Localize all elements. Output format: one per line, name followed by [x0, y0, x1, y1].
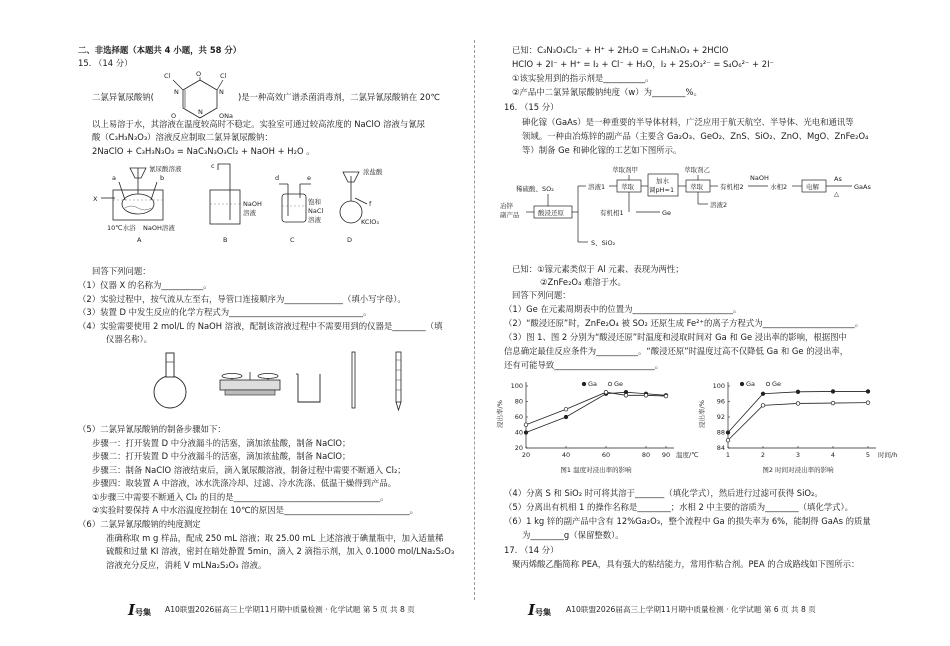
x-tick-label: 4 — [830, 451, 836, 459]
x-tick-label: 5 — [865, 451, 871, 459]
q16-number: 16. — [504, 102, 518, 112]
flow-ext-b: 萃取剂乙 — [684, 166, 710, 174]
series-line-ga — [526, 392, 666, 432]
q17-intro: 聚丙烯酸乙酯简称 PEA，具有强大的粘结能力，常用作粘合剂。PEA 的合成路线如下图所示： — [512, 559, 860, 569]
dichloroisocyanurate-structure — [155, 66, 245, 124]
struct-cl-right: Cl — [220, 72, 227, 80]
data-point-ga — [831, 390, 835, 394]
data-point-ga — [866, 390, 870, 394]
y-tick-label: 84 — [716, 444, 725, 452]
x-tick-label: 3 — [795, 451, 801, 459]
legend-marker-ga — [582, 382, 586, 386]
q17-score: （14 分） — [520, 545, 559, 555]
x-tick-label: 2 — [760, 451, 766, 459]
label-water-bath: 10℃水浴 — [107, 224, 136, 232]
data-point-ge — [761, 404, 765, 408]
data-point-ga — [726, 431, 730, 435]
series-line-ge — [728, 403, 868, 441]
legend-label-ga: Ga — [746, 380, 756, 388]
legend-label-ge: Ge — [772, 380, 782, 388]
x-tick-label: 40 — [561, 451, 571, 459]
beaker-icon — [296, 374, 320, 402]
q16-header — [504, 102, 558, 114]
q6-1: ①该实验用到的指示剂是__________。 — [512, 73, 654, 83]
flow-leach: 酸浸还原 — [538, 209, 564, 217]
q15-step3: 步骤三：制备 NaClO 溶液结束后，滴入氰尿酸溶液，制备过程中需要不断通入 Cl₂； — [92, 465, 406, 475]
logo-left — [128, 600, 151, 621]
data-point-ge — [796, 402, 800, 406]
data-point-ga — [564, 415, 568, 419]
q16-intro-3: 等）制备 Ge 和砷化镓的工艺如下图所示。 — [522, 145, 682, 155]
x-tick-label: 90 — [661, 451, 671, 459]
label-apparatus-d: D — [347, 236, 353, 244]
y-tick-label: 96 — [716, 397, 725, 406]
data-point-ge — [564, 407, 568, 411]
flow-naoh: NaOH — [750, 174, 769, 182]
label-c: c — [211, 162, 215, 170]
q17-header — [504, 545, 558, 557]
label-naoh-b: NaOH — [243, 200, 262, 208]
label-cyanuric-funnel: 氰尿酸溶液 — [149, 165, 182, 173]
label-sol-c: 溶液 — [308, 216, 321, 224]
apparatus-d — [340, 172, 367, 223]
struct-ona: ONa — [219, 112, 233, 120]
flow-as: As — [834, 175, 842, 183]
q15-sub1: （1）仪器 X 的名称为__________。 — [78, 280, 212, 290]
label-sat: 饱和 — [308, 198, 321, 206]
footer-left: A10联盟2026届高三上学期11月期中质量检测 · 化学试题 第 5 页 共 8 页 — [165, 605, 415, 614]
instruments-figure — [140, 350, 440, 412]
flow-ext-a: 萃取剂甲 — [612, 166, 638, 174]
label-x: X — [93, 195, 98, 203]
q16-intro-1: 砷化镓（GaAs）是一种重要的半导体材料，广泛应用于航天航空、半导体、光电和通讯等 — [522, 117, 854, 127]
label-f: f — [369, 200, 372, 208]
label-nacl: NaCl — [308, 207, 324, 215]
apparatus-b — [210, 164, 240, 224]
footer-right: A10联盟2026届高三上学期11月期中质量检测 · 化学试题 第 6 页 共 8 页 — [566, 605, 816, 614]
y-tick-label: 100 — [712, 382, 725, 390]
y-tick-label: 60 — [514, 413, 523, 421]
y-tick-label: 100 — [510, 382, 523, 390]
q15-step1: 步骤一：打开装置 D 中分液漏斗的活塞，滴加浓盐酸，制备 NaClO； — [92, 438, 351, 448]
known-1: 已知：C₃N₃O₃Cl₂⁻ + H⁺ + 2H₂O = C₃H₃N₃O₃ + 2HClO — [512, 45, 729, 55]
q15-step4: 步骤四：取装置 A 中溶液，冰水洗涤冷却、过滤、冷水洗涤、低温干燥得到产品。 — [92, 478, 397, 488]
q15-answer-prompt: 回答下列问题： — [92, 266, 151, 276]
data-point-ge — [866, 401, 870, 405]
x-tick-label: 1 — [725, 451, 731, 459]
flow-ext2: 萃取 — [690, 183, 703, 191]
q15-p6b: 硫酸和过量 KI 溶液，密封在暗处静置 5min，滴入 2 滴指示剂，加入 0.1000 mol/LNa₂S₂O₃ — [106, 546, 455, 556]
q16-sub5: （5）分离出有机相 1 的操作名称是________；水相 2 中主要的溶质为________（填化学式）。 — [504, 502, 854, 512]
q15-sub4b: 仪器名称）。 — [106, 334, 153, 344]
q16-sub3a: （3）图 1、图 2 分别为“酸浸还原”时温度和浸取时间对 Ga 和 Ge 浸出率的影响，根据图中 — [504, 332, 847, 342]
flow-sol1: 溶液1 — [588, 183, 606, 191]
struct-o-top: O — [196, 70, 202, 78]
q15-q5-1: ①步骤三中需要不断通入 Cl₂ 的目的是___________________________________。 — [92, 492, 389, 502]
q16-sub6b: 为________g（保留整数）。 — [522, 530, 624, 540]
q15-q5-2: ②实验时要保持 A 中水浴温度控制在 10℃的原因是______________________________。 — [92, 505, 419, 515]
flow-extract: 萃取 — [621, 183, 634, 191]
apparatus-diagram — [85, 160, 385, 255]
q16-sub3c: 还有可能导致________________________。 — [504, 360, 664, 370]
q15-sub4a: （4）实验需要使用 2 mol/L 的 NaOH 溶液，配制该溶液过程中不需要用到的仪器是________（填 — [78, 321, 443, 331]
y-axis-label: 浸出率/% — [496, 400, 504, 428]
apparatus-c — [279, 184, 311, 222]
struct-cl-left: Cl — [164, 72, 171, 80]
glass-rod-icon — [352, 352, 355, 408]
flow-water2: 水相2 — [770, 183, 788, 191]
y-tick-label: 80 — [514, 397, 523, 406]
x-tick-label: 20 — [521, 451, 531, 459]
q15-intro-4: 酸（C₃H₃N₃O₃）溶液反应制取二氯异氰尿酸钠： — [92, 132, 273, 142]
q15-sub3: （3）装置 D 中发生反应的化学方程式为________________________________。 — [78, 307, 372, 317]
struct-n2: N — [219, 88, 224, 96]
flow-adjust1: 加水 — [656, 177, 669, 185]
data-point-ge — [726, 438, 730, 442]
legend-label-ga: Ga — [588, 380, 598, 388]
struct-o-left: O — [171, 112, 177, 120]
legend-marker-ga — [740, 382, 744, 386]
label-kclo3: KClO₃ — [361, 218, 379, 226]
data-point-ge — [604, 390, 608, 394]
chart-title: 图2 时间对浸出率的影响 — [762, 466, 834, 474]
logo-right-mark: I — [528, 601, 536, 619]
q16-sub6a: （6）1 kg 锌的副产品中含有 12%Ga₂O₃，整个流程中 Ga 的损失率为 6%，能制得 GaAs 的质量 — [504, 516, 871, 526]
label-a: a — [112, 174, 116, 182]
logo-right — [528, 600, 551, 621]
label-b: b — [160, 174, 165, 182]
volumetric-flask-icon — [154, 353, 186, 408]
q16-score: （15 分） — [520, 102, 559, 112]
burette-icon — [396, 352, 401, 410]
q16-sub2: （2）“酸浸还原”时，ZnFe₂O₄ 被 SO₂ 还原生成 Fe²⁺的离子方程式为______________________。 — [504, 318, 864, 328]
q15-step2: 步骤二：打开装置 D 中分液漏斗的活塞，滴加浓盐酸，制备 NaClO； — [92, 451, 351, 461]
q16-sub4: （4）分离 S 和 SiO₂ 时可将其溶于_______（填化学式），然后进行过滤可获得 SiO₂。 — [504, 488, 823, 498]
chart-title: 图1 温度对浸出率的影响 — [560, 466, 632, 474]
legend-marker-ge — [608, 382, 612, 386]
legend-label-ge: Ge — [614, 380, 624, 388]
label-apparatus-b: B — [223, 236, 228, 244]
legend-marker-ge — [766, 382, 770, 386]
label-apparatus-c: C — [290, 236, 295, 244]
q16-answer-prompt: 回答下列问题： — [512, 290, 571, 300]
flow-raw1: 冶锌 — [500, 202, 513, 210]
data-point-ge — [664, 394, 668, 398]
q15-score: （14 分） — [94, 58, 133, 68]
q6-2: ②产品中二氯异氰尿酸钠纯度（w）为________%。 — [512, 87, 702, 97]
logo-left-mark: I — [128, 601, 136, 619]
data-point-ge — [831, 401, 835, 405]
q15-number: 15. — [78, 58, 92, 68]
q16-sub1: （1）Ge 在元素周期表中的位置为________________________。 — [504, 304, 742, 314]
q17-number: 17. — [504, 545, 518, 555]
y-tick-label: 88 — [716, 428, 725, 437]
flow-residue: S、SiO₂ — [591, 239, 616, 247]
flow-ge: Ge — [662, 209, 672, 217]
section-title: 二、非选择题（本题共 4 小题，共 58 分） — [78, 45, 242, 55]
q16-intro-2: 领域。一种由冶炼锌的副产品（主要含 Ga₂O₃、GeO₂、ZnS、SiO₂、ZnO、MgO、ZnFe₂O₄ — [522, 131, 869, 141]
q16-known-b: ②ZnFe₂O₄ 难溶于水。 — [540, 277, 626, 287]
q15-p6a: 准确称取 m g 样品，配成 250 mL 溶液；取 25.00 mL 上述溶液于碘量瓶中，加入适量稀 — [106, 533, 444, 543]
process-flowchart — [496, 160, 936, 255]
balance-icon — [220, 372, 280, 395]
label-apparatus-a: A — [137, 236, 142, 244]
x-tick-label: 60 — [601, 451, 611, 459]
y-tick-label: 20 — [514, 444, 523, 452]
flow-sol2: 溶液2 — [710, 201, 728, 209]
q15-intro-3: 以上易溶于水，其溶液在温度较高时不稳定。实验室可通过较高浓度的 NaClO 溶液与氰尿 — [92, 119, 425, 129]
y-tick-label: 92 — [716, 413, 725, 421]
q15-equation: 2NaClO + C₃H₃N₃O₃ = NaC₃N₃O₃Cl₂ + NaOH + H₂O 。 — [92, 146, 315, 156]
struct-n3: N — [198, 108, 203, 116]
label-e: e — [307, 174, 311, 182]
data-point-ga — [796, 390, 800, 394]
flow-adjust2: 调pH=1 — [649, 186, 675, 194]
logo-right-sub: 号集 — [535, 607, 552, 617]
page-divider — [474, 40, 475, 600]
chart-temperature — [496, 376, 701, 486]
q15-sub5: （5）二氯异氰尿酸钠的制备步骤如下： — [78, 424, 226, 434]
apparatus-a — [101, 168, 163, 220]
data-point-ge — [644, 394, 648, 398]
q15-sub2: （2）实验过程中，按气流从左至右，导管口连接顺序为______________（填小写字母）。 — [78, 294, 406, 304]
data-point-ga — [761, 392, 765, 396]
right-page — [476, 0, 950, 646]
left-page — [0, 0, 474, 646]
flow-acid: 稀硫酸、SO₂ — [516, 185, 554, 193]
q15-p6c: 溶液充分反应，消耗 V mLNa₂S₂O₃ 溶液。 — [106, 560, 267, 570]
flow-org2: 有机相2 — [720, 183, 744, 191]
data-point-ge — [524, 423, 528, 427]
flow-gaas: GaAs — [854, 183, 871, 191]
label-naoh-a: NaOH溶液 — [143, 224, 175, 232]
flow-raw2: 副产品 — [500, 211, 520, 219]
label-d: d — [275, 174, 280, 182]
q15-intro-1: 二氯异氰尿酸钠( — [92, 92, 154, 102]
flow-org1: 有机相1 — [600, 209, 624, 217]
struct-n1: N — [174, 88, 179, 96]
y-axis-label: 浸出率/% — [698, 400, 706, 428]
flow-elec: 电解 — [806, 183, 819, 191]
q16-known-a: 已知：①镓元素类似于 Al 元素、表现为两性； — [512, 264, 684, 274]
y-tick-label: 40 — [514, 428, 523, 437]
series-line-ga — [728, 391, 868, 432]
x-tick-label: 80 — [641, 451, 651, 459]
q15-sub6: （6）二氯异氰尿酸钠的纯度测定 — [78, 519, 201, 529]
q16-sub3b: 信息确定最佳反应条件为__________。“酸浸还原”时温度过高不仅降低 Ga 和 Ge 的浸出率， — [504, 346, 849, 356]
label-sol-b: 溶液 — [243, 209, 256, 217]
flow-delta: △ — [834, 190, 839, 198]
q15-intro-2: )是一种高效广谱杀菌消毒剂，二氯异氰尿酸钠在 20℃ — [238, 92, 440, 102]
x-axis-label: 时间/h — [878, 451, 898, 459]
label-conc-hcl: 浓盐酸 — [363, 168, 383, 176]
data-point-ge — [624, 394, 628, 398]
q15-header — [78, 58, 132, 70]
x-axis-label: 温度/℃ — [676, 451, 699, 459]
known-2: HClO + 2I⁻ + H⁺ = I₂ + Cl⁻ + H₂O，I₂ + 2S₂O₃²⁻ = S₄O₆²⁻ + 2I⁻ — [512, 59, 774, 69]
data-point-ga — [524, 431, 528, 435]
chart-time — [698, 376, 908, 486]
logo-left-sub: 号集 — [135, 607, 152, 617]
